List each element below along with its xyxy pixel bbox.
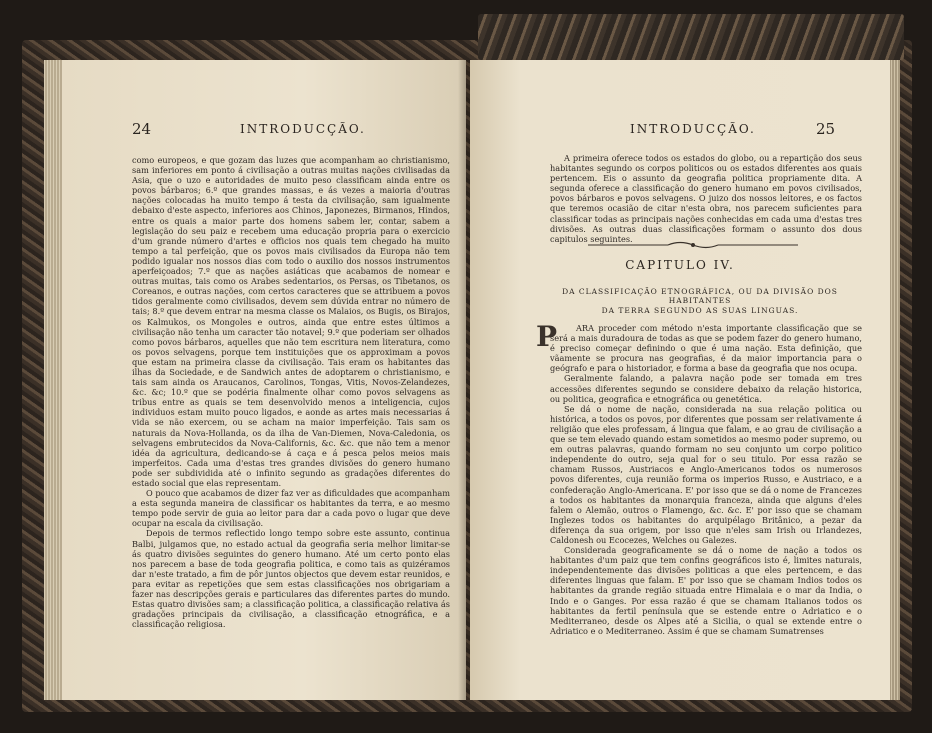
paragraph: Se dá o nome de nação, considerada na sua relação politica ou histórica, a todos os povos, por diferentes que possam ser relativamente á religião que eles professam, á lingua que falam, e ao grau de civilisação a que se tem elevado quando estam sometidos ao mesmo poder supremo, ou em outras palavras, quando formam no seu conjunto um corpo politico independente do outro, seja qual for o seu titulo. Por essa razão se chamam Russos, Austriacos e Anglo-Americanos todos os numerosos povos diferentes, cuja reunião forma os imperios Russo, e Austriaco, e a confederação Anglo-Americana. E' por isso que se dá o nome de Francezes a todos os habitantes da monarquia franceza, ainda que alguns d'eles falem o Alemão, outros o Flamengo, &c. &c. E' por isso que se chamam Inglezes todos os habitantes do arquipélago Britânico, a pezar da diferença da sua origem, por isso que n'eles sam Irish ou Irlandezes, Caldonesh ou Ecocezes, Welches ou Galezes. [550, 403, 862, 545]
chapter-title: CAPITULO IV. [625, 258, 735, 272]
page-body-text [132, 155, 450, 629]
paragraph: Considerada geograficamente se dá o nome de nação a todos os habitantes d'um paiz que tem confins geográficos isto é, limites naturais, independentemente das divisões politicas a que eles pertencem, e das diferentes linguas que falam. E' por isso que se chamam Indios todos os habitantes da grande região situada entre Himalaia e o mar da India, o Indo e o Ganges. Por essa razão é que se chamam Italianos todos os habitantes da fertil península que se estende entre o Adriatico e o Mediterraneo, desde os Alpes até a Sicilia, o qual se extende entre o Adriatico e o Mediterraneo. Assim é que se chamam Sumatrenses [550, 545, 862, 636]
chapter-body-text [550, 323, 862, 636]
chapter-ornament-divider [588, 240, 798, 250]
paragraph: A primeira oferece todos os estados do globo, ou a repartição dos seus habitantes segundo os corpos politicos ou os estados diferentes aos quais pertencem. Eis o assunto da geografia politica propriamente dita. A segunda oferece a classificação do genero humano em povos civilisados, povos bárbaros e povos selvagens. O juizo dos nossos leitores, e os factos que teremos ocasião de citar n'esta obra, nos parecem suficientes para classificar todas as principais nações conhecidas em cada uma d'estas tres divisões. As outras duas classificações formam o assunto dos dous capitulos seguintes. [550, 153, 862, 244]
page-number: 25 [816, 120, 836, 138]
running-head: INTRODUCÇÃO. [240, 122, 366, 136]
book-cover-top-edge [478, 14, 904, 60]
page-edges-left [44, 60, 64, 700]
paragraph: Depois de termos reflectido longo tempo sobre este assunto, continua Balbi, julgamos que, no estado actual da geografia seria melhor limitar-se ás quatro divisões seguintes do genero humano. Até um certo ponto elas nos parecem a base de toda geografia politica, e como tais as quizéramos dar n'este tratado, a fim de pôr juntos objectos que devem estar reunidos, e para evitar as repetições que sem estas classificações nos obrigariam a fazer nas descripções gerais e particulares das diferentes partes do mundo. Estas quatro divisões sam; a classificação politica, a classificação relativa ás gradações principais da civilisação, a classificação etnográfica, e a classificação religiosa. [132, 528, 450, 630]
paragraph: O pouco que acabamos de dizer faz ver as dificuldades que acompanham a esta segunda maneira de classificar os habitantes da terra, e ao mesmo tempo pode servir de guia ao leitor para dar a cada povo o lugar que deve ocupar na escala da civilisação. [132, 488, 450, 529]
running-head: INTRODUCÇÃO. [630, 122, 756, 136]
chapter-subtitle: DA CLASSIFICAÇÃO ETNOGRÁFICA, OU DA DIVISÃO DOS HABITANTES [562, 287, 838, 305]
left-page [62, 60, 466, 700]
right-page [470, 60, 890, 700]
intro-paragraph [550, 153, 862, 244]
paragraph: como europeos, e que gozam das luzes que acompanham ao christianismo, sam inferiores em ponto á civilisação a outras muitas nações civilisadas da Asia, que o uzo e autoridades de muito peso classificam ainda entre os povos bárbaros; 6.º que grandes massas, e ás vezes a maioria d'outras nações colocadas ha muito tempo á testa da civilisação, sam igualmente debaixo d'este aspecto, inferiores aos Chinos, Japonezes, Birmanos, Hindos, entre os quais a maior parte dos homens sabem ler, contar, sabem a legislação do seu paiz e recebem uma educação propria para o exercicio d'um grande número d'artes e officios nos quais tem chegado ha muito tempo a tal perfeição, que os povos mais civilisados da Europa não tem podido igualar nos nossos dias com todo o auxilio dos nossos instrumentos aperfeiçoados; 7.º que as nações asiáticas que acabamos de nomear e outras muitas, tais como os Arabes sedentarios, os Persas, os Tibetanos, os Coreanos, e outras nações, com certos caracteres que se attribuem a povos tidos geralmente como civilisados, devem sem dúvida entrar no número de tais; 8.º que devem entrar na mesma classe os Malaios, os Bugis, os Birajos, os Kalmukos, os Mongoles e outros, ainda que entre estes últimos a civilisação não tenha um caracter tão notavel; 9.º que poderiam ser olhados como povos bárbaros, aquelles que não tem escritura nem literatura, como os povos selvagens, porque tem instituições que os approximam a povos que estam na primeira classe da civilisação. Tais eram os habitantes das ilhas da Sociedade, e de Sandwich antes de adoptarem o christianismo, e tais sam ainda os Araucanos, Carolinos, Tongas, Vitis, Novos-Zelandezes, &c. &c; 10.º que se podéria finalmente olhar como povos selvagens as tribus entre as quais se tem desenvolvido menos a inteligencia, cujos individuos estam muito pouco ligados, e aonde as artes mais necessarias á vida se não exercem, ou se acham na maior imperfeição. Tais sam os naturais da Nova-Hollanda, os da ilha de Van-Diemen, Nova-Caledonia, os selvagens embrutecidos da Nova-Californis, &c. &c. que não tem a menor idéa da agricultura, dedicando-se á caça e á pesca pelos meios mais imperfeitos. Cada uma d'estas tres grandes divisões do genero humano pode ser subdividida até o infinito segundo as gradações diferentes do estado social que elas representam. [132, 155, 450, 488]
page-number: 24 [132, 120, 152, 138]
paragraph: ARA proceder com método n'esta importante classificação que se será a mais duradoura de todas as que se podem fazer do genero humano, é preciso começar definindo o que é uma nação. Esta definição, que vãamente se procura nas geografias, é da maior importancia para o geógrafo e para o historiador, e forma a base da geografia que nos ocupa. [550, 323, 862, 374]
chapter-subtitle: DA TERRA SEGUNDO AS SUAS LINGUAS. [601, 306, 799, 315]
drop-cap-letter: P [536, 320, 558, 353]
paragraph: Geralmente falando, a palavra nação pode ser tomada em tres accessões diferentes segundo se considere debaixo da relação historica, ou politica, geografica e etnográfica ou genetética. [550, 373, 862, 404]
